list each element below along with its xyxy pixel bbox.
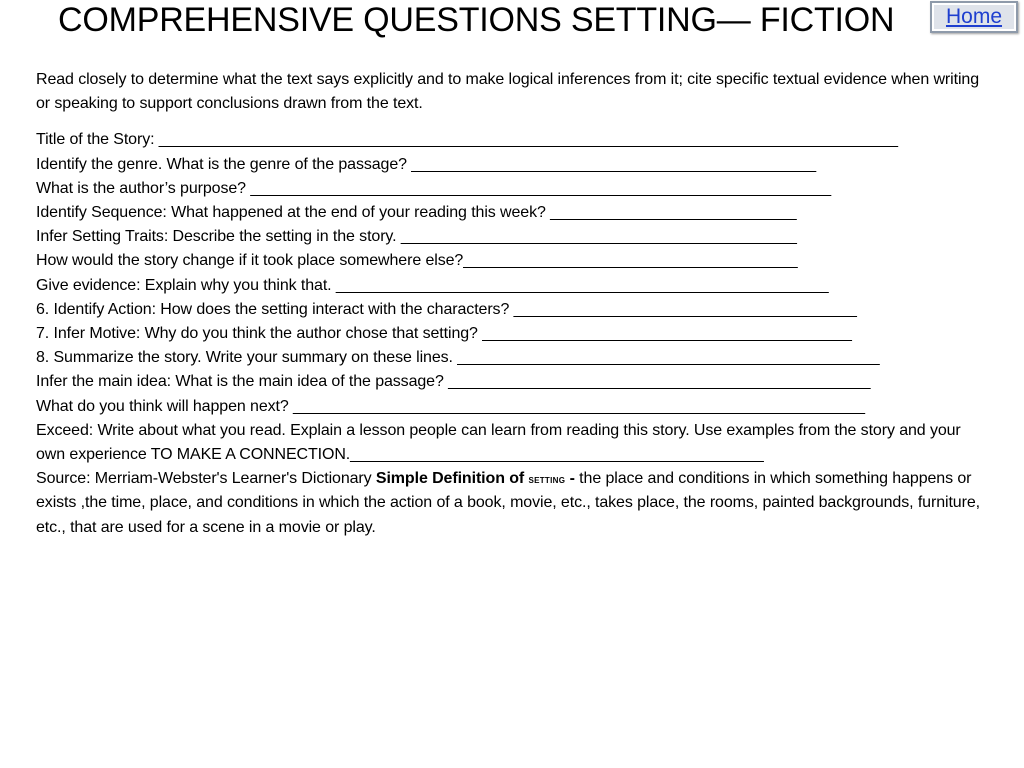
question-prompt: How would the story change if it took place somewhere else? xyxy=(36,252,464,270)
question-prompt: 6. Identify Action: How does the setting interact with the characters? xyxy=(36,300,514,318)
definition-dash: - xyxy=(565,470,580,488)
question-prompt: Identify the genre. What is the genre of the passage? xyxy=(36,155,412,173)
definition-term: setting xyxy=(528,472,566,487)
exceed-prompt: Exceed: Write about what you read. Explain a lesson people can learn from reading this story. Use examples from the story and your own experience TO MAKE A CONNECTION. xyxy=(36,421,961,464)
definition-label: Simple Definition of xyxy=(375,470,529,488)
answer-blank: ____________________________________________________________________________________ xyxy=(158,131,898,149)
question-line xyxy=(36,128,986,152)
answer-blank: ____________________________ xyxy=(550,204,797,222)
answer-blank: ______________________________________________ xyxy=(411,155,817,173)
answer-blank: __________________________________________________________________ xyxy=(250,179,832,197)
answer-blank: ________________________________________________ xyxy=(448,373,871,391)
home-button[interactable] xyxy=(930,1,1018,33)
home-link[interactable]: Home xyxy=(945,5,1003,28)
answer-blank: _________________________________________________________________ xyxy=(293,397,865,415)
page-title: COMPREHENSIVE QUESTIONS SETTING— FICTION xyxy=(58,1,895,39)
question-line xyxy=(36,322,986,346)
question-prompt: Infer Setting Traits: Describe the setting in the story. xyxy=(36,228,401,246)
question-line xyxy=(36,346,986,370)
answer-blank: ________________________________________________________ xyxy=(335,276,829,294)
source-definition xyxy=(36,467,986,540)
question-line xyxy=(36,274,986,298)
question-prompt: 7. Infer Motive: Why do you think the author chose that setting? xyxy=(36,325,483,343)
answer-blank: __________________________________________ xyxy=(482,325,852,343)
question-line xyxy=(36,395,986,419)
question-line xyxy=(36,153,986,177)
definition-text: the place and conditions in which something happens or exists ,the time, place, and conditions in which the action of a book, movie, etc., takes place, the rooms, painted backgrounds, furniture, etc., that are used for a scene in a movie or play. xyxy=(36,470,980,536)
instructions-text: Read closely to determine what the text says explicitly and to make logical inferences from it; cite specific textual evidence when writing or speaking to support conclusions drawn from the text. xyxy=(36,71,979,113)
question-line xyxy=(36,298,986,322)
question-prompt: What is the author’s purpose? xyxy=(36,179,251,197)
question-line xyxy=(36,177,986,201)
question-prompt: Give evidence: Explain why you think that. xyxy=(36,276,336,294)
question-line xyxy=(36,225,986,249)
question-prompt: What do you think will happen next? xyxy=(36,397,294,415)
answer-blank: _______________________________________ xyxy=(513,300,857,318)
answer-blank: ______________________________________ xyxy=(463,252,798,270)
answer-blank: ________________________________________________ xyxy=(457,349,880,367)
question-prompt: Infer the main idea: What is the main idea of the passage? xyxy=(36,373,449,391)
question-line xyxy=(36,370,986,394)
exceed-question xyxy=(36,419,986,467)
source-citation: Source: Merriam-Webster's Learner's Dictionary xyxy=(36,470,376,488)
answer-blank: _______________________________________________ xyxy=(350,446,764,464)
question-prompt: 8. Summarize the story. Write your summary on these lines. xyxy=(36,349,458,367)
answer-blank: _____________________________________________ xyxy=(400,228,797,246)
question-line xyxy=(36,249,986,273)
worksheet-body xyxy=(36,68,986,540)
question-prompt: Identify Sequence: What happened at the end of your reading this week? xyxy=(36,204,551,222)
question-line xyxy=(36,201,986,225)
question-prompt: Title of the Story: xyxy=(36,131,159,149)
